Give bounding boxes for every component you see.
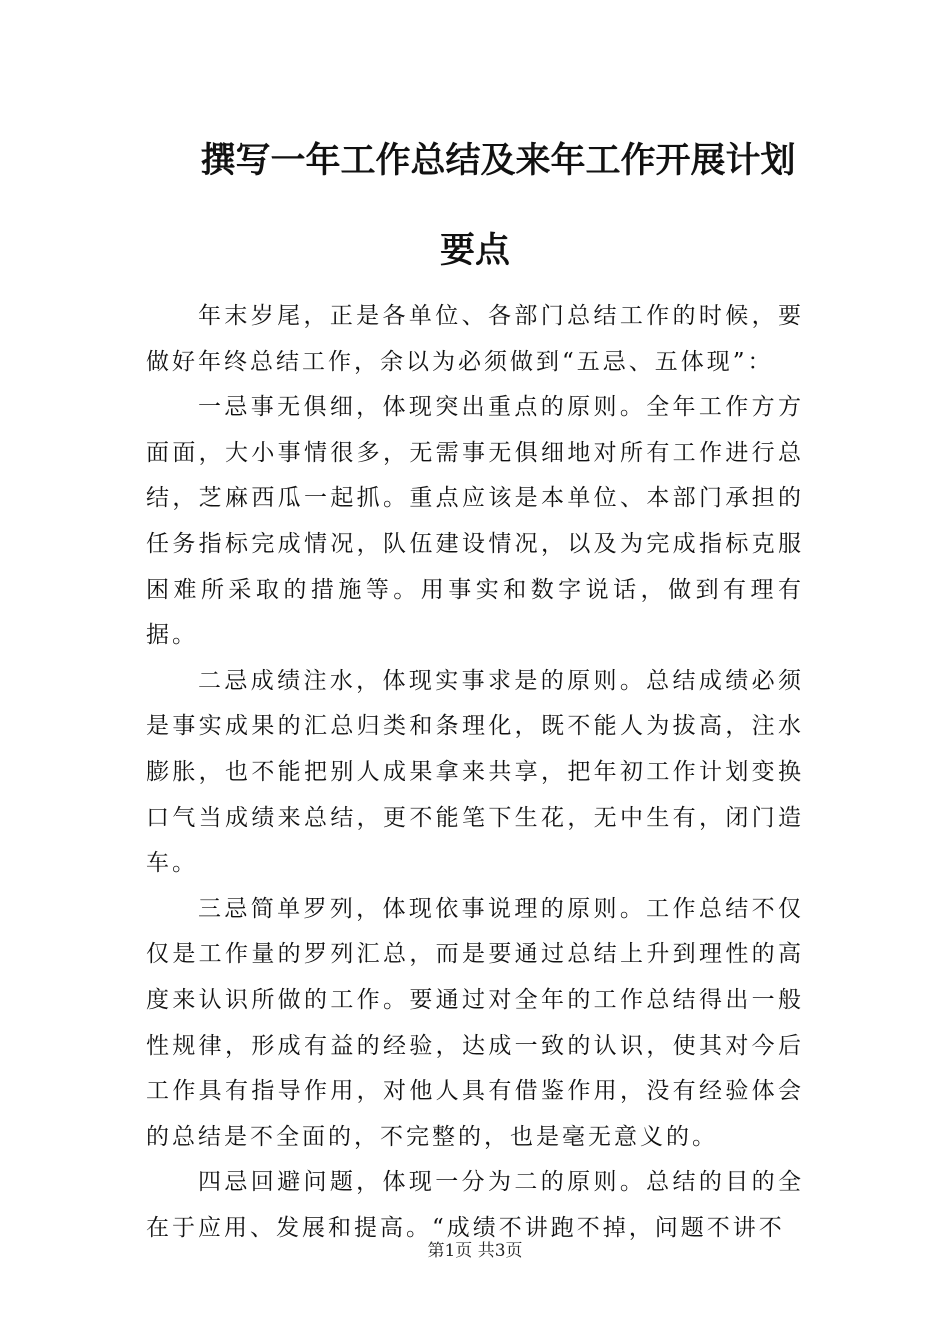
document-title-line-2: 要点: [439, 231, 510, 271]
document-body: [146, 294, 804, 1251]
page-footer: 第1页 共3页: [427, 1241, 523, 1261]
paragraph-taboo-4: 四忌回避问题，体现一分为二的原则。总结的目的全在于应用、发展和提高。“成绩不讲跑不掉，问题不讲不: [146, 1169, 804, 1241]
paragraph-taboo-1: 一忌事无俱细，体现突出重点的原则。全年工作方方面面，大小事情很多，无需事无俱细地对所有工作进行总结，芝麻西瓜一起抓。重点应该是本单位、本部门承担的任务指标完成情况，队伍建设情况，以及为完成指标克服困难所采取的措施等。用事实和数字说话，做到有理有据。: [146, 394, 804, 649]
paragraph-taboo-2: 二忌成绩注水，体现实事求是的原则。总结成绩必须是事实成果的汇总归类和条理化，既不能人为拔高，注水膨胀，也不能把别人成果拿来共享，把年初工作计划变换口气当成绩来总结，更不能笔下生花，无中生有，闭门造车。: [146, 667, 804, 877]
paragraph-intro: 年末岁尾，正是各单位、各部门总结工作的时候，要做好年终总结工作，余以为必须做到“五忌、五体现”：: [146, 303, 804, 375]
document-title-line-1: 撰写一年工作总结及来年工作开展计划: [200, 141, 796, 181]
paragraph-taboo-3: 三忌简单罗列，体现依事说理的原则。工作总结不仅仅是工作量的罗列汇总，而是要通过总结上升到理性的高度来认识所做的工作。要通过对全年的工作总结得出一般性规律，形成有益的经验，达成一致的认识，使其对今后工作具有指导作用，对他人具有借鉴作用，没有经验体会的总结是不全面的，不完整的，也是毫无意义的。: [146, 895, 804, 1150]
